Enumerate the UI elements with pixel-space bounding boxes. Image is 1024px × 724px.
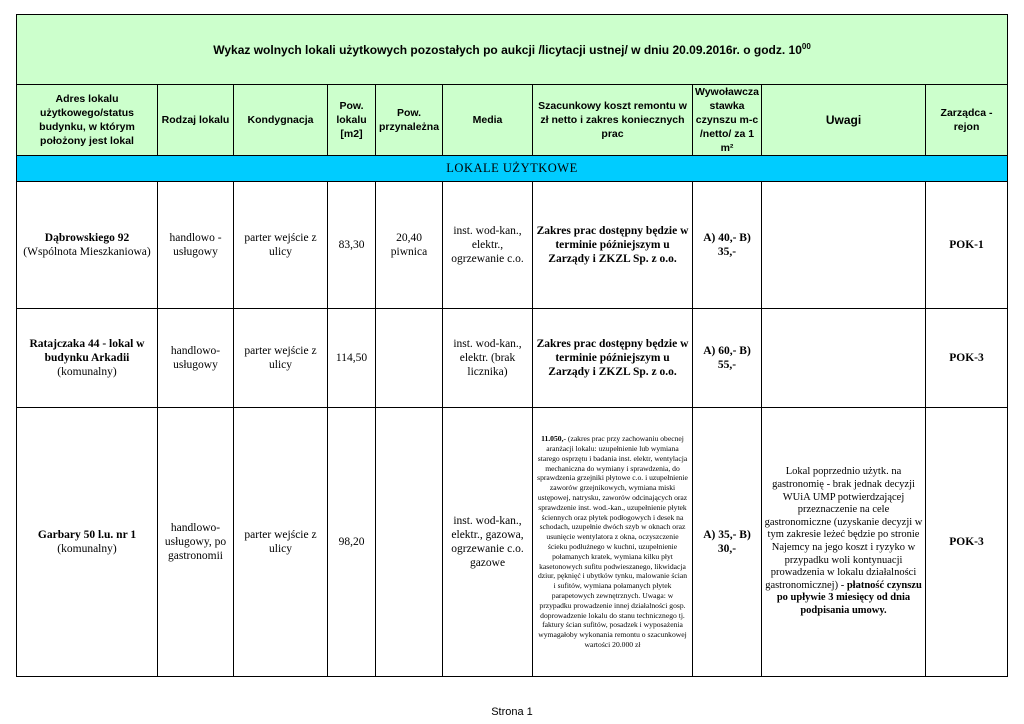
address-cell — [17, 408, 158, 677]
vacant-premises-table — [16, 14, 1008, 677]
table-row — [17, 182, 1008, 309]
section-row — [17, 156, 1008, 182]
type-cell: handlowo-usługowy, po gastronomii — [158, 408, 234, 677]
address-status: (komunalny) — [57, 543, 117, 555]
area-cell: 98,20 — [328, 408, 376, 677]
extra-area-cell — [376, 408, 443, 677]
column-header-address: Adres lokalu użytkowego/status budynku, w którym położony jest lokal — [17, 85, 158, 156]
column-header-manager: Zarządca - rejon — [926, 85, 1008, 156]
title-row — [17, 15, 1008, 85]
column-header-extra-area: Pow. przynależna — [376, 85, 443, 156]
address-cell — [17, 309, 158, 408]
manager-cell: POK-3 — [926, 408, 1008, 677]
column-header-type: Rodzaj lokalu — [158, 85, 234, 156]
area-cell: 83,30 — [328, 182, 376, 309]
media-cell: inst. wod-kan., elektr., ogrzewanie c.o. — [443, 182, 533, 309]
manager-cell: POK-3 — [926, 309, 1008, 408]
area-cell: 114,50 — [328, 309, 376, 408]
rate-cell: A) 35,- B) 30,- — [693, 408, 762, 677]
floor-cell: parter wejście z ulicy — [234, 182, 328, 309]
floor-cell: parter wejście z ulicy — [234, 309, 328, 408]
address-main: Dąbrowskiego 92 — [44, 232, 130, 244]
table-row — [17, 408, 1008, 677]
page-footer: Strona 1 — [491, 706, 533, 718]
cost-cell — [533, 408, 693, 677]
address-cell — [17, 182, 158, 309]
column-header-area: Pow. lokalu [m2] — [328, 85, 376, 156]
remarks-cell — [762, 408, 926, 677]
header-row — [17, 85, 1008, 156]
type-cell: handlowo-usługowy — [158, 309, 234, 408]
manager-cell: POK-1 — [926, 182, 1008, 309]
cost-cell: Zakres prac dostępny będzie w terminie późniejszym u Zarządy i ZKZL Sp. z o.o. — [533, 182, 693, 309]
remarks-payment-note: płatność czynszu po upływie 3 miesięcy od dnia podpisania umowy. — [776, 579, 922, 616]
column-header-rate: Wywoławcza stawka czynszu m-c /netto/ za 1 m² — [693, 85, 762, 156]
table-row — [17, 309, 1008, 408]
type-cell: handlowo - usługowy — [158, 182, 234, 309]
media-cell: inst. wod-kan., elektr. (brak licznika) — [443, 309, 533, 408]
cost-cell: Zakres prac dostępny będzie w terminie późniejszym u Zarządy i ZKZL Sp. z o.o. — [533, 309, 693, 408]
rate-cell: A) 60,- B) 55,- — [693, 309, 762, 408]
cost-amount: 11.050,- — [541, 434, 567, 444]
floor-cell: parter wejście z ulicy — [234, 408, 328, 677]
extra-area-cell — [376, 309, 443, 408]
remarks-cell — [762, 182, 926, 309]
address-status: (Wspólnota Mieszkaniowa) — [23, 246, 151, 258]
cost-scope: (zakres prac przy zachowaniu obecnej aranżacji lokalu: uzupełnienie lub wymiana starego osprzętu i badania inst. elektr, wentylacja mechaniczna do wymiany i sprawdzenia, do sprawdzenia grzejniki płytowe c.o. i uzupełnienie zaworów grzejnikowych, wymiana miski ustępowej, natrysku, zaworów odcinających oraz sprawdzenie inst. wod.-kan., uzupełnienie płytek ściennych oraz płytek podłogowych i desek na schodach, uzupełnie dwóch szyb w oknach oraz usunięcie wentylatora z okna, oczyszczenie ścieku podłużnego w kuchni, uzupełnienie połamanych kratek, wymiana kilku płyt kasetonowych sufitu podwieszanego, likwidacja dziur, pęknięć i ubytków tynku, malowanie ścian i sufitów, wymiana połamanych płytek parapetowych zewnętrznych. Uwaga: w przypadku prowadzenie innej działalności gosp. doprowadzenie lokalu do stanu technicznego tj. faktury ścian sufitów, posadzek i wyposażenia wymagałoby wykonania remontu o szacunkowej wartości 20.000 zł — [537, 434, 688, 649]
remarks-cell — [762, 309, 926, 408]
column-header-remarks: Uwagi — [762, 85, 926, 156]
column-header-media: Media — [443, 85, 533, 156]
column-header-cost: Szacunkowy koszt remontu w zł netto i zakres koniecznych prac — [533, 85, 693, 156]
address-main: Garbary 50 l.u. nr 1 — [37, 529, 137, 541]
address-main: Ratajczaka 44 - lokal w budynku Arkadii — [29, 338, 145, 364]
column-header-floor: Kondygnacja — [234, 85, 328, 156]
page-title: Wykaz wolnych lokali użytkowych pozostałych po aukcji /licytacji ustnej/ w dniu 20.09.2016r. o godz. $10^{00}$ — [17, 15, 1008, 85]
extra-area-cell: 20,40 piwnica — [376, 182, 443, 309]
rate-cell: A) 40,- B) 35,- — [693, 182, 762, 309]
section-title: LOKALE UŻYTKOWE — [17, 156, 1008, 182]
address-status: (komunalny) — [57, 366, 117, 378]
media-cell: inst. wod-kan., elektr., gazowa, ogrzewanie c.o. gazowe — [443, 408, 533, 677]
remarks-text: Lokal poprzednio użytk. na gastronomię - brak jednak decyzji WUiA UMP potwierdzającej przeznaczenie na cele gastronomiczne (uzyskanie decyzji w tym zakresie leżeć będzie po stronie Najemcy na jego koszt i ryzyko w przypadku woli kontynuacji prowadzenia w lokalu działalności gastronomicznej) - — [764, 466, 923, 591]
